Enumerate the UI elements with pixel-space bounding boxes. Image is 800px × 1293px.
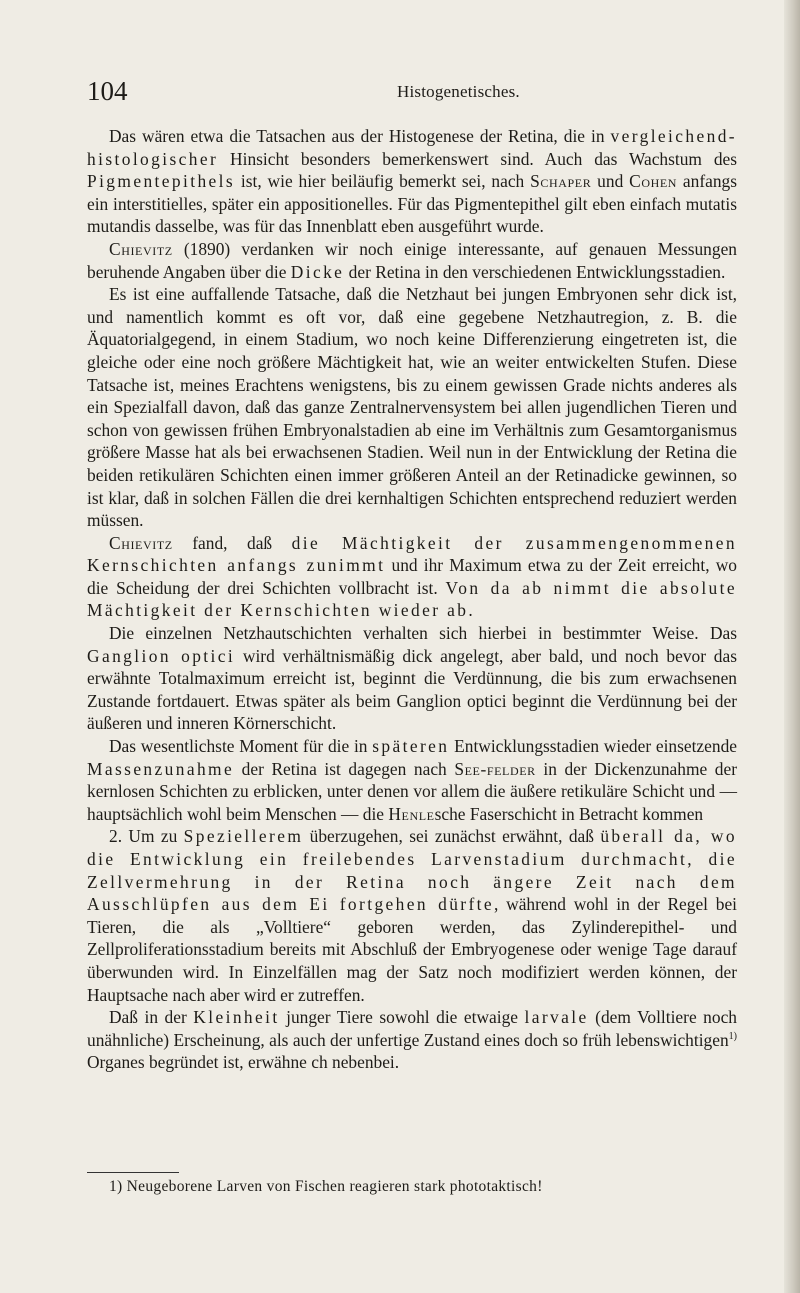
spaced-emphasis: Kleinheit [193,1007,280,1028]
text-run: 2. Um zu [109,826,184,847]
paragraph [87,283,737,532]
text-run: (1890) verdanken wir noch einige interessante, auf genauen Messungen beruhende Angaben über die [87,238,737,282]
spaced-emphasis: die Mächtigkeit der zusammengenommenen Kernschichten anfangs zunimmt [87,532,737,576]
spaced-emphasis: vergleichend-histologischer [87,126,737,169]
text-run: überzugehen, sei zunächst erwähnt, daß [303,826,601,847]
text-run: Daß in der [109,1007,194,1028]
spaced-emphasis: späteren [372,736,450,757]
spaced-emphasis: Von da ab nimmt die absolute Mächtigkeit der Kernschichten wieder ab. [87,577,737,621]
paragraph [87,735,737,825]
text-run: sche Faserschicht in Betracht kommen [434,803,704,824]
paragraph [87,238,737,283]
text-run: in der Dickenzunahme der kernlosen Schichten zu erblicken, unter denen vor allem die äußere retikuläre Schicht und — hauptsächlich wohl beim Menschen — die [87,758,737,824]
author-name: Cohen [629,171,678,192]
text-run: (dem Volltiere noch unähnliche) Erscheinung, als auch der unfertige Zustand eines doch so früh lebenswichtigen [87,1007,737,1050]
running-head: Histogenetisches. [397,82,520,101]
author-name: See-felder [454,758,536,779]
author-name: Chievitz [109,532,173,553]
footnote-marker: 1) [728,1030,737,1042]
text-run: Das wesentlichste Moment für die in [109,736,373,757]
spaced-emphasis: Dicke [290,261,345,282]
text-run: fand, daß [172,532,292,553]
text-run: Es ist eine auffallende Tatsache, daß die Netzhaut bei jungen Embryonen sehr dick ist, und namentlich kommt es oft vor, daß eine gegebene Netzhautregion, z. B. die Äquatorialgegend, in einem Stadium, wo noch keine Differenzierung eingetreten ist, die gleiche oder eine noch größere Mächtigkeit hat, wie an weiter entwickelten Stufen. Diese Tatsache ist, meines Erachtens wenigstens, bis zu einem gewissen Grade nichts anderes als ein Spezialfall davon, daß das ganze Zentralnervensystem bei allen jugendlichen Tieren und schon von gewissen frühen Embryonalstadien ab eine im Verhältnis zum Gesamtorganismus größere Masse hat als bei erwachsenen Stadien. Weil nun in der Entwicklung der Retina die beiden retikulären Schichten einen immer größeren Anteil an der Retinadicke gewinnen, so ist klar, daß in solchen Fällen die drei kernhaltigen Schichten entsprechend reduziert werden müssen. [87,284,737,531]
text-run: wird verhältnismäßig dick angelegt, aber bald, und noch bevor das erwähnte Totalmaximum erreicht ist, beginnt die Verdünnung, die bis zum erwachsenen Zustande fortdauert. Etwas später als beim Ganglion optici beginnt die Verdünnung bei der äußeren und inneren Körnerschicht. [87,645,737,734]
page-number: 104 [87,76,128,106]
page-edge-shadow [784,0,800,1293]
spaced-emphasis: Ganglion optici [87,645,236,666]
text-run: Hinsicht besonders bemerkenswert sind. Auch das Wachstum des [218,148,737,169]
text-run: der Retina ist dagegen nach [234,758,455,779]
paragraph [87,1006,737,1074]
author-name: Henle [388,803,435,824]
paragraph [87,532,737,622]
author-name: Schaper [530,171,592,192]
spaced-emphasis: Massenzunahme [87,758,235,779]
text-run: Das wären etwa die Tatsachen aus der Histogenese der Retina, die in [109,126,611,146]
text-run: Die einzelnen Netzhautschichten verhalten sich hierbei in bestimmter Weise. Das [109,623,737,644]
spaced-emphasis: larvale [524,1007,589,1028]
paragraph [87,825,737,1006]
text-run: , während wohl in der Regel bei Tieren, die als „Volltiere“ geboren werden, das Zylinderepithel- und Zellproliferationsstadium bereits mit Abschluß der Embryogenese oder wenige Tage darauf überwunden wird. In Einzelfällen mag der Satz noch modifiziert werden können, der Hauptsache nach aber wird er zutreffen. [87,894,737,1005]
spaced-emphasis: überall da, wo die Entwicklung ein freilebendes Larvenstadium durchmacht, die Zellvermehrung in der Retina noch ängere Zeit nach dem Ausschlüpfen aus dem Ei fortgehen dürfte [87,826,737,915]
text-run: ist, wie hier beiläufig bemerkt sei, nach [235,171,531,192]
footnote: 1) Neugeborene Larven von Fischen reagieren stark phototaktisch! [109,1178,543,1195]
author-name: Chievitz [109,238,173,259]
body-text [87,125,737,1074]
footnote-rule [87,1172,179,1173]
text-run: Entwicklungsstadien wieder einsetzende [449,736,737,757]
spaced-emphasis: Speziellerem [183,826,304,847]
text-run: anfangs ein interstitielles, später ein appositionelles. Für das Pigmentepithel gilt eben einfach mutatis mutandis dasselbe, was für das Innenblatt eben ausgeführt wurde. [87,171,737,237]
paragraph [87,622,737,735]
text-run: und ihr Maximum etwa zu der Zeit erreicht, wo die Scheidung der drei Schichten vollbracht ist. [87,555,737,598]
page-header [0,76,800,116]
paragraph [87,125,737,238]
text-run: der Retina in den verschiedenen Entwicklungsstadien. [344,261,726,282]
text-run: junger Tiere sowohl die etwaige [279,1007,525,1028]
text-run: und [591,171,630,192]
text-run: Organes begründet ist, erwähne ch nebenbei. [87,1052,400,1073]
spaced-emphasis: Pigmentepithels [87,171,236,192]
